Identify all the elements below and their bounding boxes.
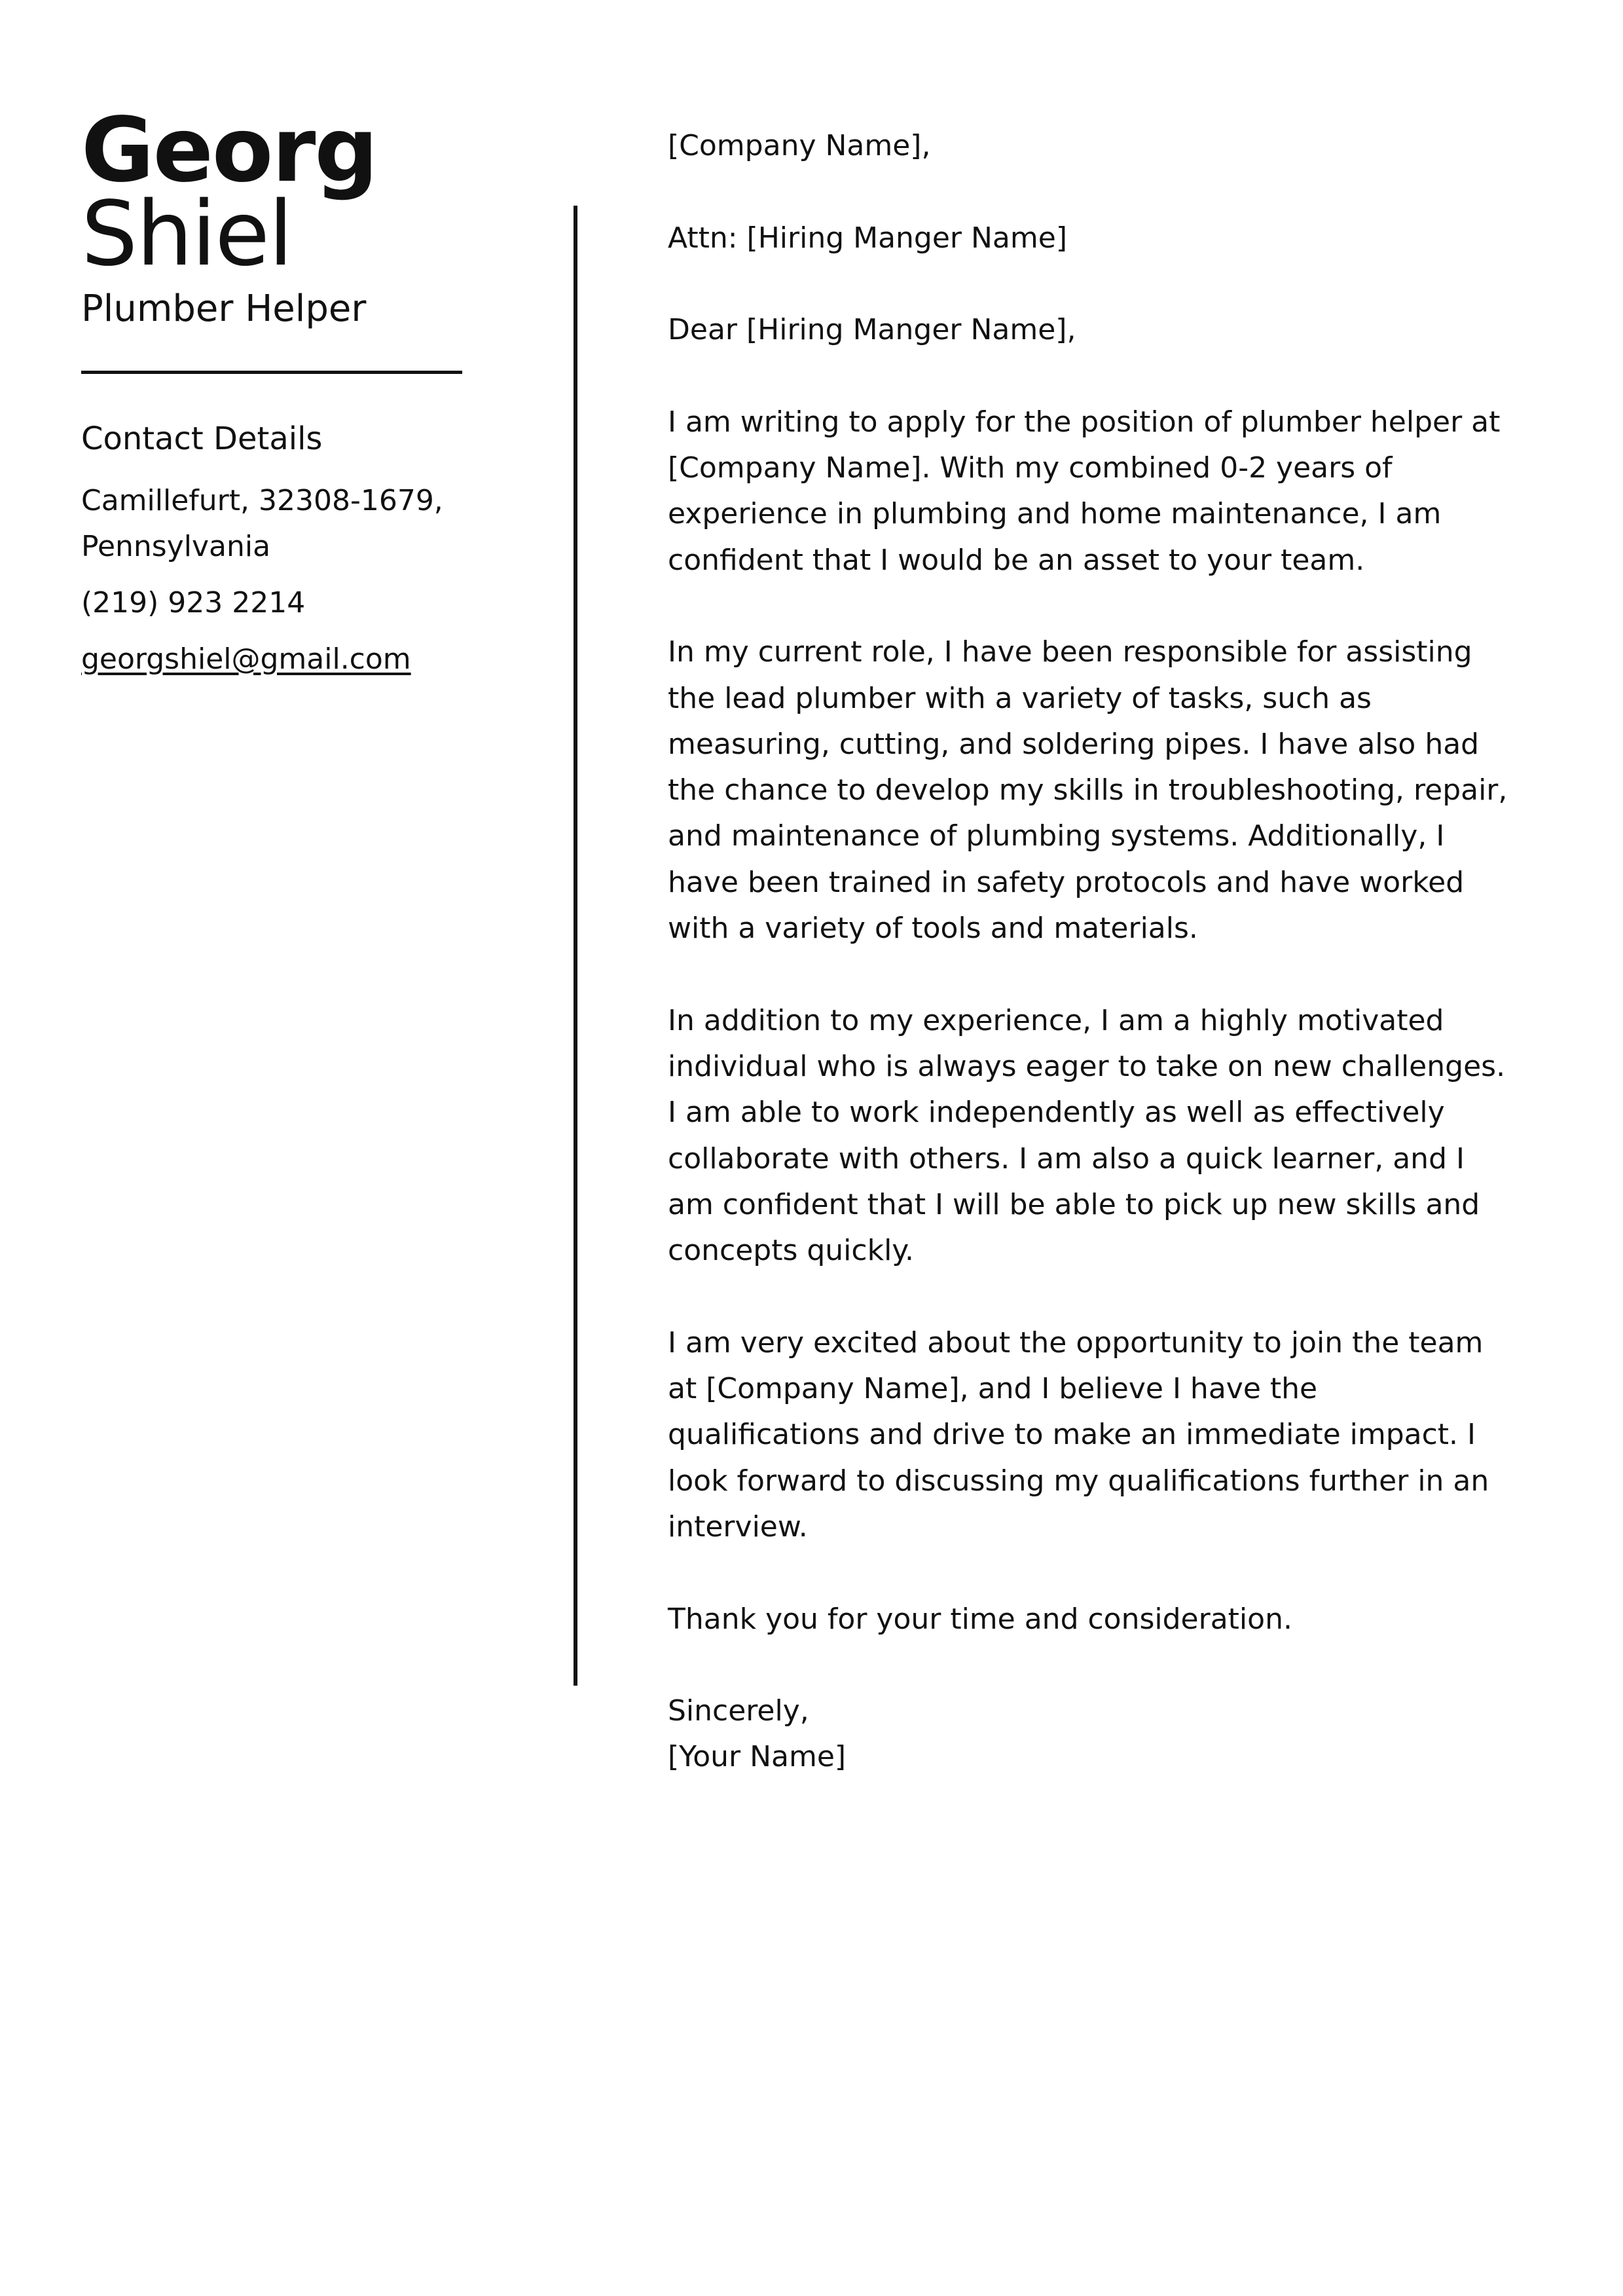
salutation: Dear [Hiring Manger Name], (668, 313, 1076, 347)
company-line: [Company Name], (668, 129, 931, 162)
letter-paragraph: In addition to my experience, I am a highly motivated individual who is always eager to take on new challenges. I am able to work independently as well as effectively collaborate with others. I am also a quick learner, and I am confident that I will be able to pick up new skills and concepts quickly. (668, 1003, 1506, 1268)
first-name: Georg (81, 99, 377, 202)
title-divider (81, 371, 462, 374)
letter-paragraph: Thank you for your time and consideration. (668, 1602, 1292, 1636)
letter-body (668, 123, 1512, 1781)
contact-phone: (219) 923 2214 (81, 586, 306, 620)
contact-address: Camillefurt, 32308-1679, Pennsylvania (81, 484, 443, 563)
letter-paragraph: I am very excited about the opportunity to join the team at [Company Name], and I believe I have the qualifications and drive to make an immediate impact. I look forward to discussing my qualifications further in an interview. (668, 1325, 1489, 1544)
letter-paragraph: In my current role, I have been responsible for assisting the lead plumber with a variety of tasks, such as measuring, cutting, and soldering pipes. I have also had the chance to develop my skills in troubleshooting, repair, and maintenance of plumbing systems. Additionally, I have been trained in safety protocols and have worked with a variety of tools and materials. (668, 635, 1508, 946)
job-title: Plumber Helper (81, 287, 367, 330)
last-name: Shiel (81, 183, 292, 286)
contact-details-heading: Contact Details (81, 420, 323, 457)
contact-email-link[interactable]: georgshiel@gmail.com (81, 642, 411, 676)
vertical-divider (574, 206, 577, 1686)
attn-line: Attn: [Hiring Manger Name] (668, 221, 1067, 255)
letter-paragraph: I am writing to apply for the position of plumber helper at [Company Name]. With my combined 0-2 years of experience in plumbing and home maintenance, I am confident that I would be an asset to your team. (668, 405, 1501, 577)
closing: Sincerely, (668, 1694, 809, 1728)
signature: [Your Name] (668, 1740, 847, 1774)
